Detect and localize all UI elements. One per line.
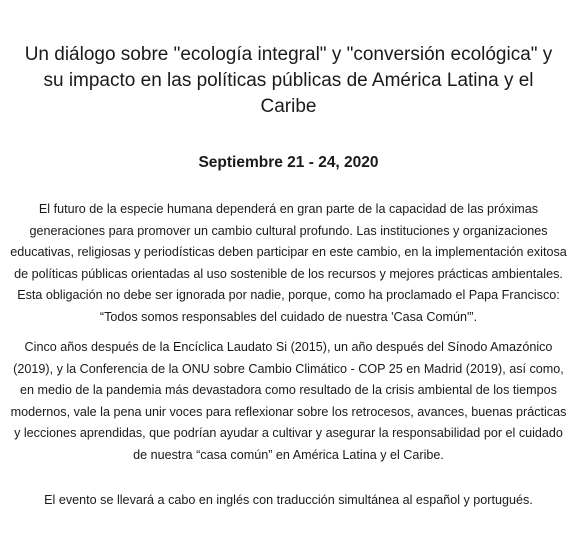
event-date: Septiembre 21 - 24, 2020 xyxy=(198,154,379,171)
intro-paragraph: El futuro de la especie humana dependerá en gran parte de la capacidad de las próximas generaciones para promover un cambio cultural profundo. Las instituciones y organizaciones educativas, religiosas y periodísticas deben participar en este cambio, en la implementación exitosa de políticas públicas orientadas al uso sostenible de los recursos y mejores prácticas ambientales. Esta obligación no debe ser ignorada por nadie, porque, como ha proclamado el Papa Francisco: “Todos somos responsables del cuidado de nuestra 'Casa Común'”. xyxy=(10,202,567,324)
page-title: Un diálogo sobre "ecología integral" y "conversión ecológica" y su impacto en las políticas públicas de América Latina y el Caribe xyxy=(24,44,553,117)
context-paragraph: Cinco años después de la Encíclica Laudato Si (2015), un año después del Sínodo Amazónico (2019), y la Conferencia de la ONU sobre Cambio Climático - COP 25 en Madrid (2019), así como, en medio de la pandemia más devastadora como resultado de la crisis ambiental de los tiempos modernos, vale la pena unir voces para reflexionar sobre los retrocesos, avances, buenas prácticas y lecciones aprendidas, que podrían ayudar a cultivar y asegurar la responsabilidad por el cuidado de nuestra “casa común” en América Latina y el Caribe. xyxy=(10,340,567,462)
language-note-paragraph: El evento se llevará a cabo en inglés con traducción simultánea al español y portugués. xyxy=(44,493,533,507)
